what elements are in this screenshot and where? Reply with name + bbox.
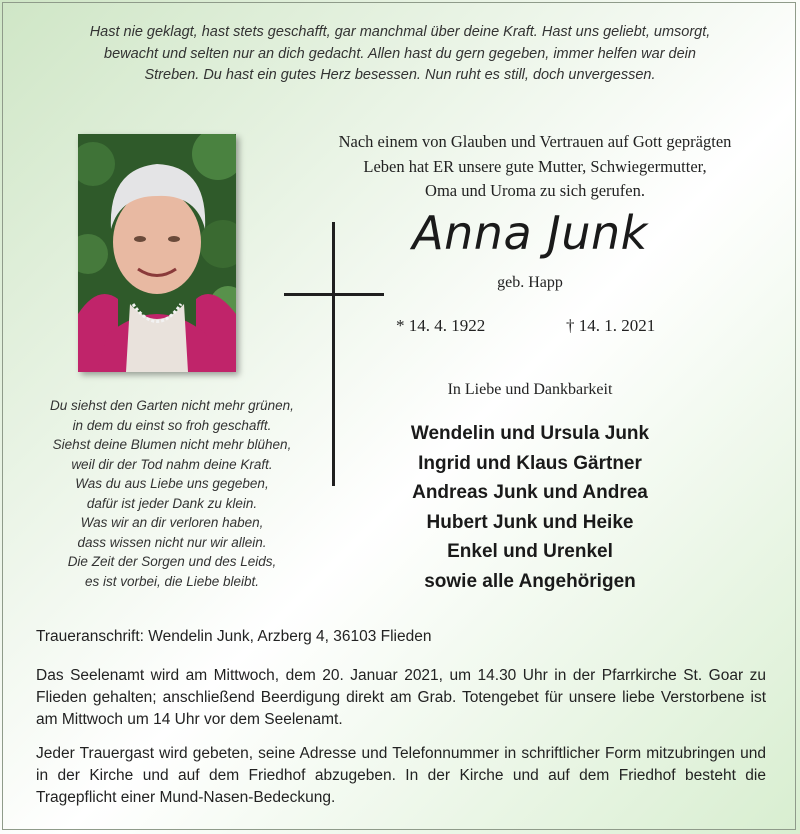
verse-left [22, 396, 322, 591]
family-member: Wendelin und Ursula Junk [410, 423, 650, 444]
notice-paragraph: Jeder Trauergast wird gebeten, seine Adresse und Telefonnummer in schriftlicher Form mitzubringen und in der Kirche und auf dem Friedhof abzugeben. In der Kirche und auf dem Friedhof besteht die Tragepflicht einer Mund-Nasen-Bedeckung. [36, 745, 766, 806]
verse-top-line: Streben. Du hast ein gutes Herz besessen. Nun ruht es still, doch unvergessen. [144, 67, 656, 83]
verse-top-line: bewacht und selten nur an dich gedacht. Allen hast du gern gegeben, immer helfen war dein [104, 45, 696, 62]
intro-text [285, 130, 785, 204]
family-member: Hubert Junk und Heike [426, 511, 634, 533]
mourning-address: Traueranschrift: Wendelin Junk, Arzberg 4, 36103 Flieden [36, 628, 432, 645]
family-member: Enkel und Urenkel [447, 541, 613, 562]
family-member: sowie alle Angehörigen [424, 570, 636, 592]
verse-left-line: dafür ist jeder Dank zu klein. [86, 495, 258, 511]
family-member: Andreas Junk und Andrea [412, 482, 648, 503]
verse-left-line: in dem du einst so froh geschafft. [72, 417, 272, 433]
intro-line: Oma und Uroma zu sich gerufen. [425, 181, 645, 200]
verse-left-line: Was wir an dir verloren haben, [80, 515, 264, 530]
family-member: Ingrid und Klaus Gärtner [418, 452, 642, 474]
maiden-name: geb. Happ [497, 274, 563, 291]
intro-line: Nach einem von Glauben und Vertrauen auf Gott geprägten [338, 132, 732, 151]
verse-left-line: weil dir der Tod nahm deine Kraft. [71, 456, 273, 472]
verse-left-line: Was du aus Liebe uns gegeben, [75, 476, 269, 491]
intro-line: Leben hat ER unsere gute Mutter, Schwiegermutter, [363, 156, 707, 176]
verse-left-line: Die Zeit der Sorgen und des Leids, [67, 554, 277, 569]
verse-left-line: dass wissen nicht nur wir allein. [77, 534, 267, 550]
deceased-name: Anna Junk [412, 206, 648, 260]
verse-top [20, 22, 780, 87]
family-list [360, 419, 700, 596]
verse-left-line: Siehst deine Blumen nicht mehr blühen, [52, 437, 292, 452]
gratitude-line: In Liebe und Dankbarkeit [447, 381, 613, 398]
requiem-paragraph: Das Seelenamt wird am Mittwoch, dem 20. Januar 2021, um 14.30 Uhr in der Pfarrkirche St. Goar zu Flieden gehalten; anschließend Beerdigung direkt am Grab. Totengebet für unsere liebe Verstorbene ist am Mittwoch um 14 Uhr vor dem Seelenamt. [36, 667, 766, 728]
portrait-photo [78, 134, 236, 372]
verse-top-line: Hast nie geklagt, hast stets geschafft, gar manchmal über deine Kraft. Hast uns geliebt, umsorgt, [89, 24, 711, 40]
death-date: † 14. 1. 2021 [566, 316, 656, 335]
birth-date: * 14. 4. 1922 [396, 316, 486, 335]
verse-left-line: Du siehst den Garten nicht mehr grünen, [50, 398, 294, 413]
verse-left-line: es ist vorbei, die Liebe bleibt. [84, 573, 260, 589]
